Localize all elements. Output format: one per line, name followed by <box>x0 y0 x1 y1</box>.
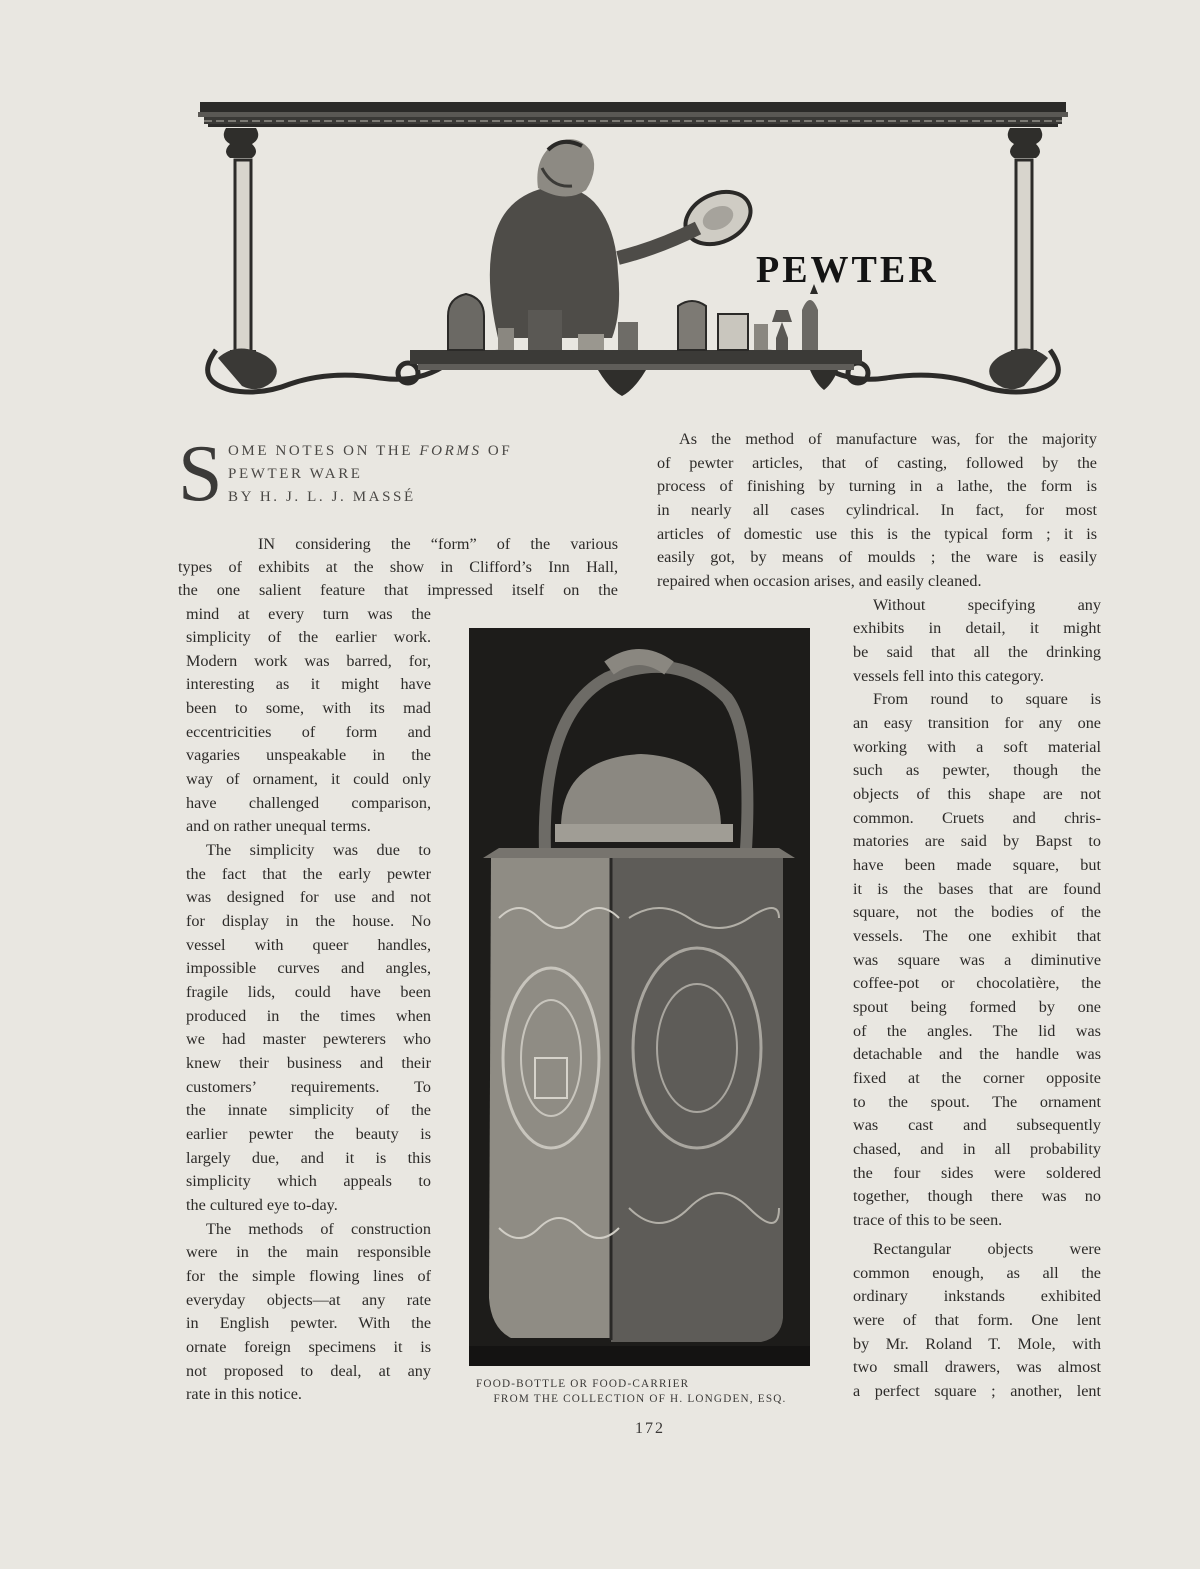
header-banner-illustration <box>198 88 1068 404</box>
banner-title: PEWTER <box>756 249 939 291</box>
title-italic: FORMS <box>419 443 482 459</box>
body-line: types of exhibits at the show in Clifford’s Inn Hall, <box>178 558 618 576</box>
body-line: not proposed to deal, at any <box>186 1362 431 1380</box>
body-line: such as pewter, though the <box>853 761 1101 779</box>
body-line: were of that form. One lent <box>853 1311 1101 1329</box>
body-line: Rectangular objects were <box>873 1240 1101 1258</box>
body-line: spout being formed by one <box>853 998 1101 1016</box>
body-line: was square was a diminutive <box>853 951 1101 969</box>
body-line: of pewter articles, that of casting, followed by the <box>657 454 1097 472</box>
body-line: simplicity which appeals to <box>186 1172 431 1190</box>
body-line: impossible curves and angles, <box>186 959 431 977</box>
body-line: coffee-pot or chocolatière, the <box>853 974 1101 992</box>
body-line: two small drawers, was almost <box>853 1358 1101 1376</box>
body-line: to the spout. The ornament <box>853 1093 1101 1111</box>
article-title-line-1 <box>228 441 512 461</box>
body-line: customers’ requirements. To <box>186 1078 431 1096</box>
body-line: ornate foreign specimens it is <box>186 1338 431 1356</box>
body-line: for display in the house. No <box>186 912 431 930</box>
body-line: vessels fell into this category. <box>853 667 1044 685</box>
body-line: From round to square is <box>873 690 1101 708</box>
body-line: the four sides were soldered <box>853 1164 1101 1182</box>
body-line: eccentricities of form and <box>186 723 431 741</box>
photo-caption-line-2: FROM THE COLLECTION OF H. LONGDEN, ESQ. <box>493 1393 787 1405</box>
body-line: The simplicity was due to <box>206 841 431 859</box>
body-line: interesting as it might have <box>186 675 431 693</box>
body-line: common. Cruets and chris- <box>853 809 1101 827</box>
body-line: been to some, with its mad <box>186 699 431 717</box>
body-line: articles of domestic use this is the typical form ; it is <box>657 525 1097 543</box>
body-line: working with a soft material <box>853 738 1101 756</box>
body-line: was designed for use and not <box>186 888 431 906</box>
body-line: repaired when occasion arises, and easily cleaned. <box>657 572 982 590</box>
body-line: a perfect square ; another, lent <box>853 1382 1101 1400</box>
body-line: easily got, by means of moulds ; the ware is easily <box>657 548 1097 566</box>
article-byline: BY H. J. L. J. MASSÉ <box>228 489 416 505</box>
body-line: of the angles. The lid was <box>853 1022 1101 1040</box>
body-line: together, though there was no <box>853 1187 1101 1205</box>
body-line: detachable and the handle was <box>853 1045 1101 1063</box>
title-text-end: OF <box>481 443 513 459</box>
body-line: it is the bases that are found <box>853 880 1101 898</box>
body-line: trace of this to be seen. <box>853 1211 1003 1229</box>
body-line: exhibits in detail, it might <box>853 619 1101 637</box>
body-line: The methods of construction <box>206 1220 431 1238</box>
body-line: Modern work was barred, for, <box>186 652 431 670</box>
body-line: the fact that the early pewter <box>186 865 431 883</box>
body-line: the cultured eye to-day. <box>186 1196 338 1214</box>
body-line: earlier pewter the beauty is <box>186 1125 431 1143</box>
body-line: the one salient feature that impressed itself on the <box>178 581 618 599</box>
body-line: produced in the times when <box>186 1007 431 1025</box>
body-line: an easy transition for any one <box>853 714 1101 732</box>
body-line: and on rather unequal terms. <box>186 817 371 835</box>
body-line: have challenged comparison, <box>186 794 431 812</box>
body-line: be said that all the drinking <box>853 643 1101 661</box>
title-text: OME NOTES ON THE <box>228 443 420 459</box>
body-line: rate in this notice. <box>186 1385 302 1403</box>
body-line: largely due, and it is this <box>186 1149 431 1167</box>
body-line: fragile lids, could have been <box>186 983 431 1001</box>
body-line: we had master pewterers who <box>186 1030 431 1048</box>
body-line: Without specifying any <box>873 596 1101 614</box>
body-line: process of finishing by turning in a lathe, the form is <box>657 477 1097 495</box>
body-line: in nearly all cases cylindrical. In fact, for most <box>657 501 1097 519</box>
photo-caption-line-1: FOOD-BOTTLE OR FOOD-CARRIER <box>476 1378 690 1390</box>
body-line: ordinary inkstands exhibited <box>853 1287 1101 1305</box>
body-line: vessel with queer handles, <box>186 936 431 954</box>
body-line: way of ornament, it could only <box>186 770 431 788</box>
body-line: objects of this shape are not <box>853 785 1101 803</box>
body-line: simplicity of the earlier work. <box>186 628 431 646</box>
body-line: square, not the bodies of the <box>853 903 1101 921</box>
body-line: IN considering the “form” of the various <box>258 535 618 553</box>
body-line: common enough, as all the <box>853 1264 1101 1282</box>
body-line: vagaries unspeakable in the <box>186 746 431 764</box>
body-line: matories are said by Bapst to <box>853 832 1101 850</box>
page-number: 172 <box>635 1420 665 1437</box>
body-line: for the simple flowing lines of <box>186 1267 431 1285</box>
food-bottle-photo <box>469 628 810 1366</box>
body-line: mind at every turn was the <box>186 605 431 623</box>
body-line: chased, and in all probability <box>853 1140 1101 1158</box>
body-line: were in the main responsible <box>186 1243 431 1261</box>
body-line: in English pewter. With the <box>186 1314 431 1332</box>
body-line: As the method of manufacture was, for the majority <box>679 430 1097 448</box>
article-title-line-2: PEWTER WARE <box>228 466 363 482</box>
body-line: knew their business and their <box>186 1054 431 1072</box>
body-line: by Mr. Roland T. Mole, with <box>853 1335 1101 1353</box>
body-line: vessels. The one exhibit that <box>853 927 1101 945</box>
body-line: fixed at the corner opposite <box>853 1069 1101 1087</box>
body-line: the innate simplicity of the <box>186 1101 431 1119</box>
body-line: was cast and subsequently <box>853 1116 1101 1134</box>
body-line: have been made square, but <box>853 856 1101 874</box>
body-line: everyday objects—at any rate <box>186 1291 431 1309</box>
drop-cap: S <box>178 430 223 518</box>
